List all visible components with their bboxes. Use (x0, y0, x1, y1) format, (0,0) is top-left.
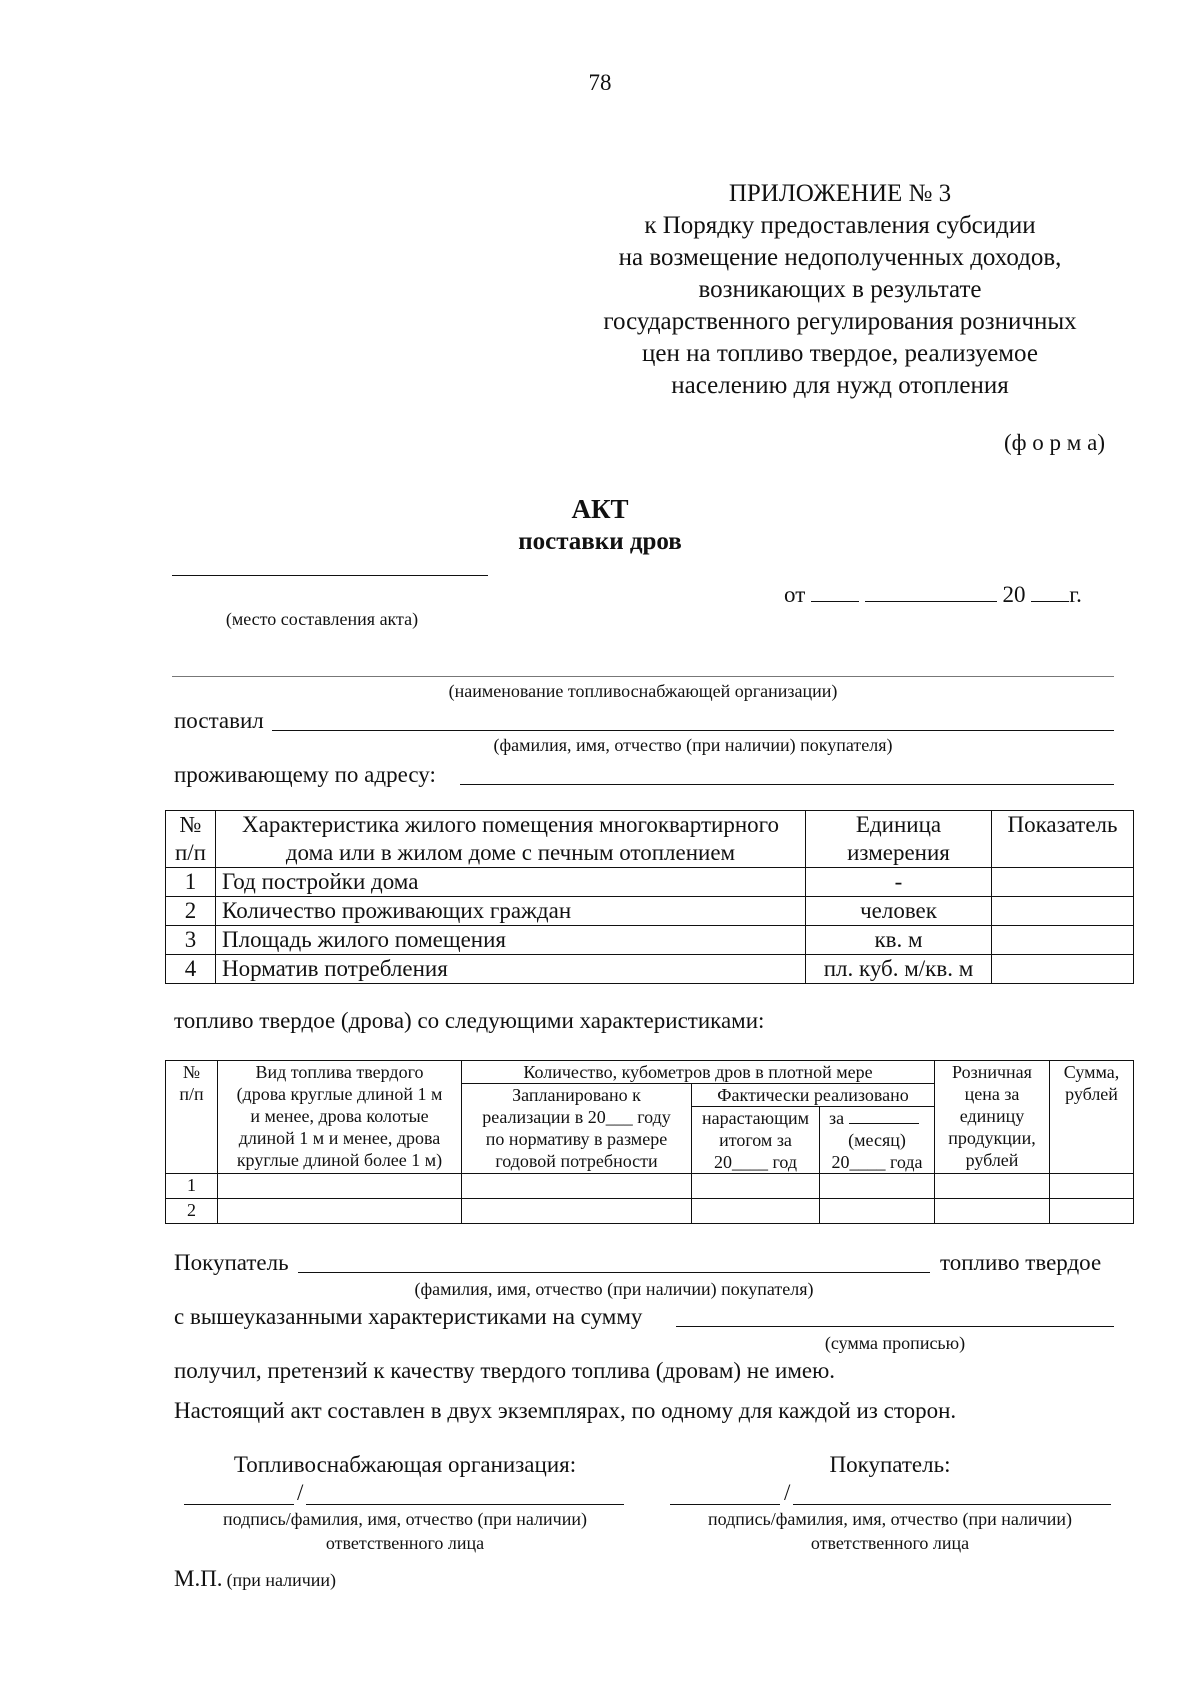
org-signature-caption-2: ответственного лица (325, 1533, 485, 1553)
header-sum-line: рублей (1065, 1084, 1118, 1104)
row-name: Год постройки дома (216, 868, 806, 897)
table-row (166, 897, 1134, 926)
header-planned (462, 1084, 692, 1174)
buyer-name-line-sign[interactable] (793, 1504, 1111, 1505)
received-text: получил, претензий к качеству твердого топлива (дровам) не имею. (174, 1358, 836, 1383)
row-cell[interactable] (820, 1174, 935, 1199)
header-num-line: № (182, 1062, 201, 1082)
row-name: Количество проживающих граждан (216, 897, 806, 926)
address-line[interactable] (460, 784, 1114, 785)
appendix-line: населению для нужд отопления (671, 372, 1009, 399)
row-num: 2 (166, 1199, 218, 1224)
header-unit (806, 811, 992, 868)
buyer-label: Покупатель (174, 1250, 289, 1275)
row-value-cell[interactable] (992, 926, 1134, 955)
appendix-line: на возмещение недополученных доходов, (618, 244, 1062, 271)
date-year-field[interactable] (1031, 580, 1069, 602)
place-caption: (место составления акта) (225, 609, 419, 629)
header-num (166, 1061, 218, 1174)
header-planned-line: реализации в 20___ году (482, 1107, 671, 1127)
fuel-table (165, 1060, 1134, 1224)
act-title: АКТ (571, 494, 629, 524)
buyer-slash: / (784, 1480, 791, 1505)
header-planned-line: Запланировано к (512, 1085, 641, 1105)
header-month-prefix: за (829, 1108, 845, 1128)
address-label: проживающему по адресу: (174, 762, 436, 787)
appendix-line: возникающих в результате (698, 276, 982, 303)
header-price (935, 1061, 1050, 1174)
row-cell[interactable] (820, 1199, 935, 1224)
table-header-row (166, 1061, 1134, 1084)
row-unit: - (806, 868, 992, 897)
date-day-field[interactable] (811, 580, 859, 602)
header-planned-line: по нормативу в размере (485, 1129, 668, 1149)
date-prefix: от (784, 582, 806, 607)
stamp-place (174, 1564, 336, 1594)
row-name: Площадь жилого помещения (216, 926, 806, 955)
row-cell[interactable] (462, 1174, 692, 1199)
date-suffix: г. (1069, 582, 1082, 607)
housing-table (165, 810, 1134, 984)
header-actual: Фактически реализовано (692, 1084, 935, 1107)
row-num: 1 (166, 868, 216, 897)
table-row (166, 1199, 1134, 1224)
stamp-note: (при наличии) (226, 1570, 337, 1590)
org-signature-line[interactable] (184, 1504, 294, 1505)
place-line[interactable] (172, 575, 488, 576)
date-line (784, 580, 1114, 610)
header-month (820, 1107, 935, 1174)
row-name: Норматив потребления (216, 955, 806, 984)
table-row (166, 955, 1134, 984)
signature-org-title: Топливоснабжающая организация: (233, 1452, 577, 1477)
row-num: 1 (166, 1174, 218, 1199)
header-num-line: № (179, 812, 202, 837)
header-value: Показатель (992, 811, 1134, 868)
month-field[interactable] (849, 1108, 919, 1124)
row-cell[interactable] (218, 1199, 462, 1224)
row-num: 4 (166, 955, 216, 984)
row-unit: пл. куб. м/кв. м (806, 955, 992, 984)
buyer-signature-caption: подпись/фамилия, имя, отчество (при наличии) (708, 1509, 1072, 1529)
organization-line[interactable] (172, 676, 1114, 677)
row-cell[interactable] (935, 1199, 1050, 1224)
amount-caption: (сумма прописью) (824, 1333, 966, 1353)
row-unit: человек (806, 897, 992, 926)
org-signature-caption: подпись/фамилия, имя, отчество (при наличии) (223, 1509, 587, 1529)
row-cell[interactable] (462, 1199, 692, 1224)
table-header-row (166, 811, 1134, 868)
header-month-prefix-line (823, 1107, 931, 1129)
header-cumulative-line: нарастающим (701, 1108, 809, 1128)
org-name-line[interactable] (306, 1504, 624, 1505)
header-fuel-type-line: круглые длиной более 1 м) (236, 1150, 443, 1170)
header-fuel-type-line: и менее, дрова колотые (250, 1106, 429, 1126)
header-quantity: Количество, кубометров дров в плотной мере (462, 1061, 935, 1084)
header-sum (1050, 1061, 1134, 1174)
header-price-line: цена за (964, 1084, 1020, 1104)
table-row (166, 1174, 1134, 1199)
row-value-cell[interactable] (992, 897, 1134, 926)
page-number: 78 (588, 70, 612, 95)
header-price-line: продукции, (948, 1128, 1036, 1148)
header-characteristic-line: дома или в жилом доме с печным отоплением (285, 840, 736, 865)
row-cell[interactable] (1050, 1199, 1134, 1224)
header-price-line: единицу (959, 1106, 1025, 1126)
appendix-title: ПРИЛОЖЕНИЕ № 3 (728, 180, 952, 207)
row-cell[interactable] (692, 1174, 820, 1199)
header-fuel-type-line: длиной 1 м и менее, дрова (238, 1128, 441, 1148)
fuel-intro: топливо твердое (дрова) со следующими характеристиками: (174, 1008, 765, 1033)
date-year-prefix: 20 (1002, 582, 1026, 607)
stamp-label: М.П. (174, 1566, 223, 1591)
header-planned-line: годовой потребности (495, 1151, 658, 1171)
copies-text: Настоящий акт составлен в двух экземплярах, по одному для каждой из сторон. (174, 1398, 957, 1423)
act-subtitle: поставки дров (518, 528, 682, 555)
row-cell[interactable] (1050, 1174, 1134, 1199)
organization-caption: (наименование топливоснабжающей организации) (448, 681, 838, 701)
date-month-field[interactable] (865, 580, 997, 602)
buyer-signature-caption-2: ответственного лица (810, 1533, 970, 1553)
header-num-line: п/п (179, 1084, 204, 1104)
header-fuel-type (218, 1061, 462, 1174)
buyer-name-caption-2: (фамилия, имя, отчество (при наличии) покупателя) (414, 1279, 814, 1299)
header-cumulative-line: 20____ год (713, 1152, 798, 1172)
table-row (166, 926, 1134, 955)
appendix-text (560, 210, 1120, 402)
row-cell[interactable] (935, 1174, 1050, 1199)
row-unit: кв. м (806, 926, 992, 955)
header-month-line: (месяц) (848, 1130, 906, 1150)
buyer-name-line-2[interactable] (298, 1272, 930, 1273)
appendix-line: государственного регулирования розничных (603, 308, 1077, 335)
header-cumulative (692, 1107, 820, 1174)
org-slash: / (297, 1480, 304, 1505)
form-label: (ф о р м а) (1004, 430, 1105, 455)
row-value-cell[interactable] (992, 955, 1134, 984)
header-fuel-type-line: (дрова круглые длиной 1 м (236, 1084, 443, 1104)
header-cumulative-line: итогом за (719, 1130, 792, 1150)
header-num (166, 811, 216, 868)
row-value-cell[interactable] (992, 868, 1134, 897)
buyer-signature-line[interactable] (670, 1504, 780, 1505)
header-price-line: Розничная (952, 1062, 1032, 1082)
header-fuel-type-line: Вид топлива твердого (255, 1062, 424, 1082)
header-characteristic-line: Характеристика жилого помещения многоквартирного (242, 812, 779, 837)
table-row (166, 868, 1134, 897)
header-unit-line: Единица (855, 812, 942, 837)
fuel-solid-label: топливо твердое (940, 1250, 1102, 1275)
header-month-year-line: 20____ года (831, 1152, 923, 1172)
signature-buyer-title: Покупатель: (829, 1452, 951, 1477)
row-cell[interactable] (218, 1174, 462, 1199)
header-num-line: п/п (174, 840, 206, 865)
appendix-line: к Порядку предоставления субсидии (644, 212, 1036, 239)
buyer-name-caption: (фамилия, имя, отчество (при наличии) покупателя) (493, 735, 893, 755)
header-sum-line: Сумма, (1063, 1062, 1120, 1082)
row-num: 2 (166, 897, 216, 926)
header-characteristic (216, 811, 806, 868)
header-unit-line: измерения (847, 840, 950, 865)
appendix-line: цен на топливо твердое, реализуемое (642, 340, 1038, 367)
amount-line[interactable] (676, 1326, 1114, 1327)
supplied-label: поставил (174, 708, 264, 733)
row-num: 3 (166, 926, 216, 955)
row-cell[interactable] (692, 1199, 820, 1224)
amount-label: с вышеуказанными характеристиками на сумму (174, 1304, 643, 1329)
header-price-line: рублей (965, 1150, 1019, 1170)
buyer-name-line[interactable] (272, 730, 1114, 731)
